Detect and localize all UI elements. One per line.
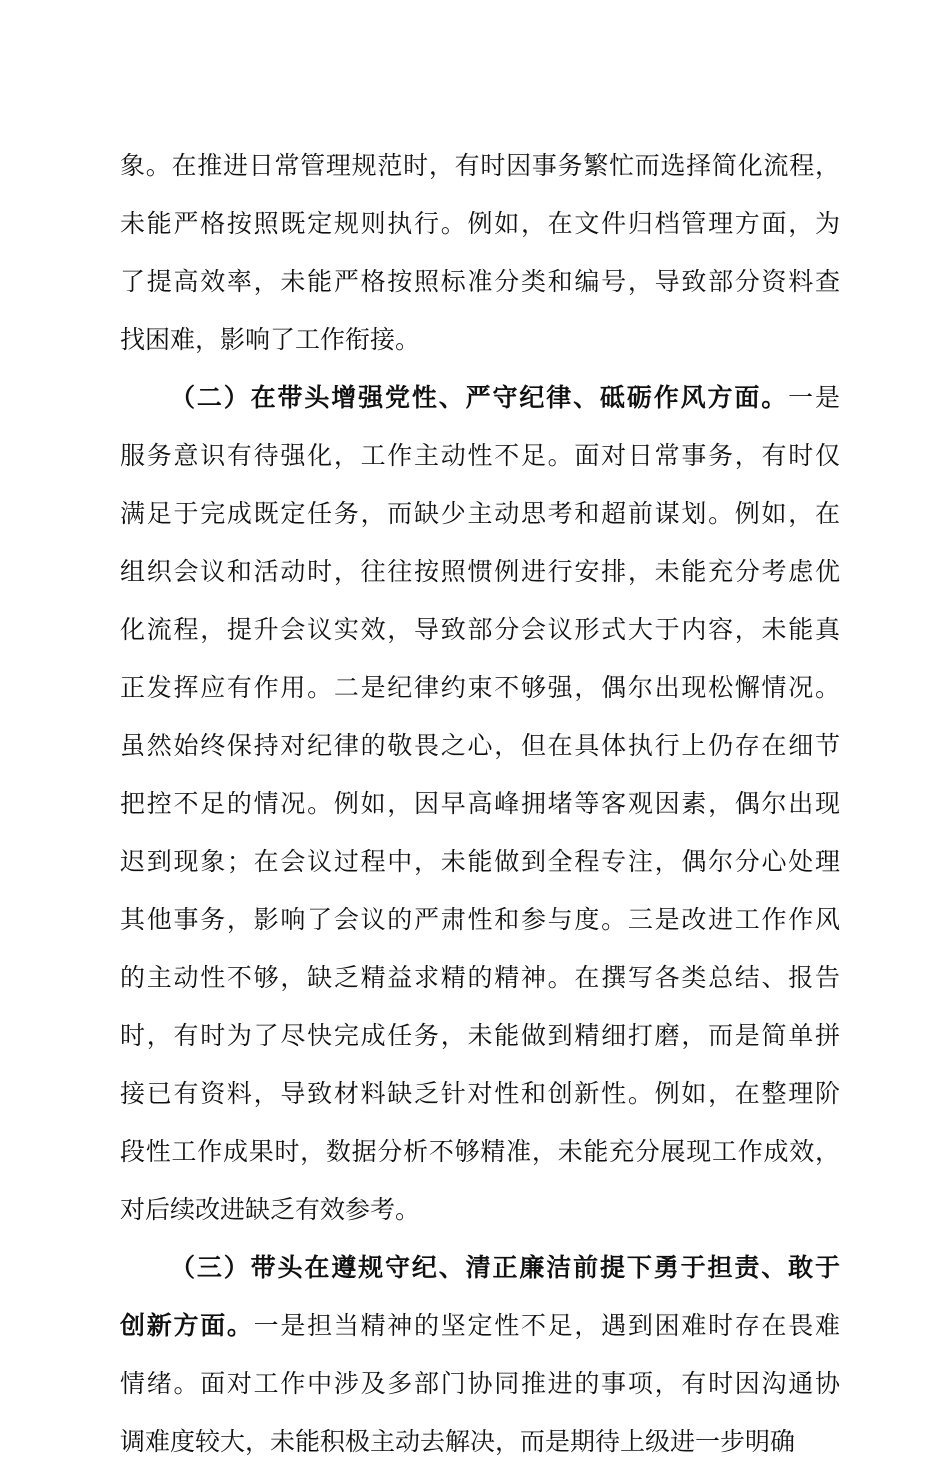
text-line: 迟到现象；在会议过程中，未能做到全程专注，偶尔分心处理 bbox=[120, 847, 840, 876]
text-line: 接已有资料，导致材料缺乏针对性和创新性。例如，在整理阶 bbox=[120, 1079, 840, 1108]
text-line: 对后续改进缺乏有效参考。 bbox=[120, 1195, 421, 1224]
text-line: 了提高效率，未能严格按照标准分类和编号，导致部分资料查 bbox=[120, 267, 840, 296]
text-line: 组织会议和活动时，往往按照惯例进行安排，未能充分考虑优 bbox=[120, 557, 840, 586]
text-line: 虽然始终保持对纪律的敬畏之心，但在具体执行上仍存在细节 bbox=[120, 731, 840, 760]
text-line: 化流程，提升会议实效，导致部分会议形式大于内容，未能真 bbox=[120, 615, 840, 644]
text-line: 把控不足的情况。例如，因早高峰拥堵等客观因素，偶尔出现 bbox=[120, 789, 840, 818]
text-line: 象。在推进日常管理规范时，有时因事务繁忙而选择简化流程， bbox=[120, 151, 840, 180]
text-line: 情绪。面对工作中涉及多部门协同推进的事项，有时因沟通协 bbox=[120, 1369, 840, 1398]
section-2-first-line bbox=[120, 369, 840, 427]
text-line: 其他事务，影响了会议的严肃性和参与度。三是改进工作作风 bbox=[120, 905, 840, 934]
body-text bbox=[120, 137, 840, 1471]
text-line: 段性工作成果时，数据分析不够精准，未能充分展现工作成效， bbox=[120, 1137, 840, 1166]
text-line: 找困难，影响了工作衔接。 bbox=[120, 325, 421, 354]
text-line: 满足于完成既定任务，而缺少主动思考和超前谋划。例如，在 bbox=[120, 499, 840, 528]
section-2-heading: （二）在带头增强党性、严守纪律、砥砺作风方面。 bbox=[170, 383, 789, 412]
text-line bbox=[120, 1297, 840, 1355]
text-line: 未能严格按照既定规则执行。例如，在文件归档管理方面，为 bbox=[120, 209, 840, 238]
section-3-heading-cont: 创新方面。 bbox=[120, 1311, 254, 1340]
text-line: 服务意识有待强化，工作主动性不足。面对日常事务，有时仅 bbox=[120, 441, 840, 470]
text-line: 的主动性不够，缺乏精益求精的精神。在撰写各类总结、报告 bbox=[120, 963, 840, 992]
section-3-text: 一是担当精神的坚定性不足，遇到困难时存在畏难 bbox=[253, 1311, 840, 1340]
text-line: 时，有时为了尽快完成任务，未能做到精细打磨，而是简单拼 bbox=[120, 1021, 840, 1050]
text-line: 调难度较大，未能积极主动去解决，而是期待上级进一步明确 bbox=[120, 1427, 796, 1456]
section-2-lead: 一是 bbox=[788, 383, 840, 412]
section-3-heading: （三）带头在遵规守纪、清正廉洁前提下勇于担责、敢于 bbox=[170, 1253, 840, 1282]
text-line: 正发挥应有作用。二是纪律约束不够强，偶尔出现松懈情况。 bbox=[120, 673, 840, 702]
